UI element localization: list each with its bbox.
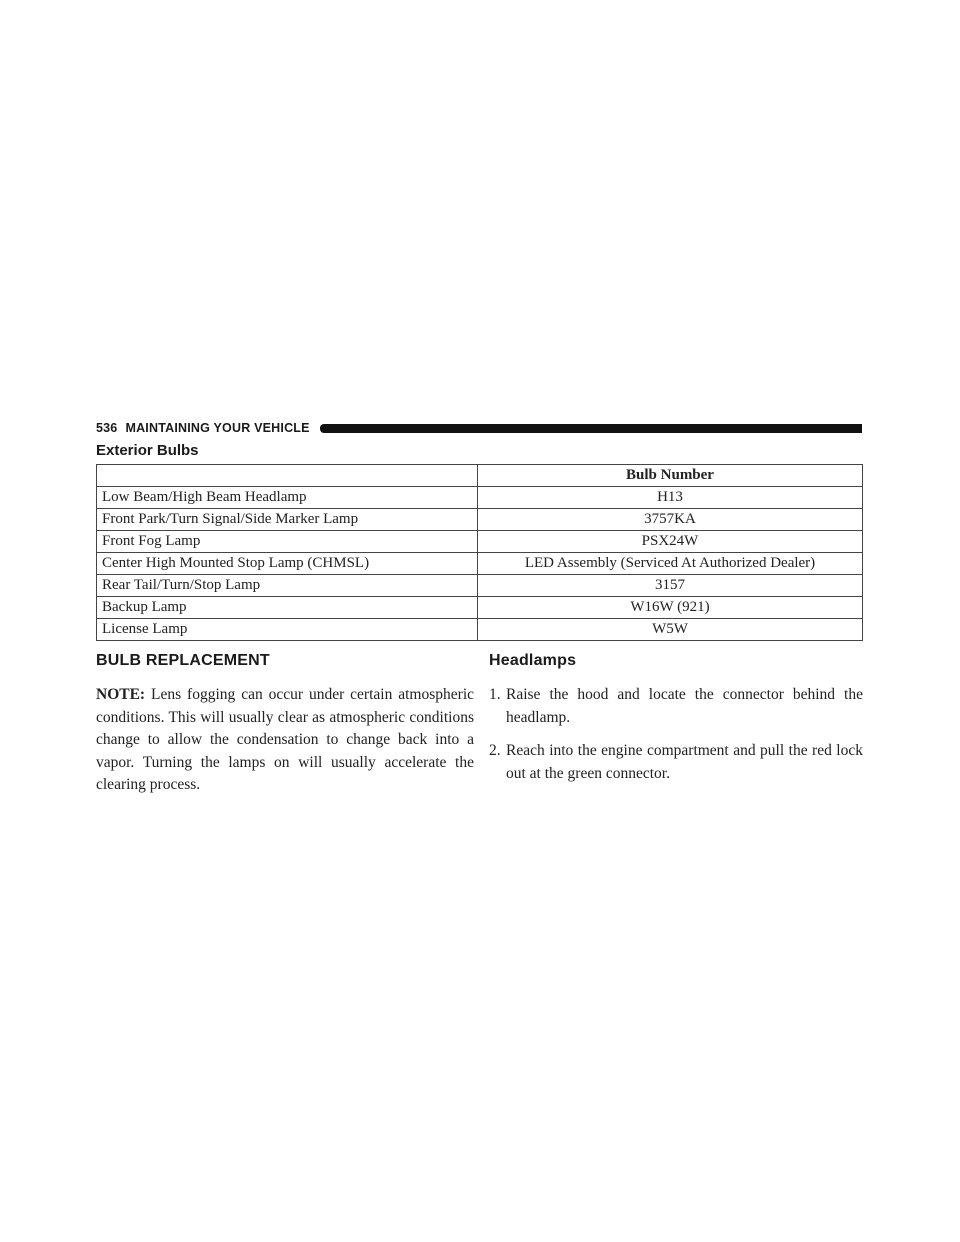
lamp-name: Front Fog Lamp xyxy=(97,531,478,553)
lamp-name: License Lamp xyxy=(97,619,478,641)
note-text: Lens fogging can occur under certain atmospheric conditions. This will usually clear as atmospheric conditions change to allow the condensation to change back into a vapor. Turning the lamps on will usually accelerate the clearing process. xyxy=(96,686,474,793)
table-header-bulb-number: Bulb Number xyxy=(478,465,863,487)
bulb-number: LED Assembly (Serviced At Authorized Dealer) xyxy=(478,553,863,575)
step-number: 2. xyxy=(489,742,501,759)
page-header xyxy=(96,419,862,437)
lamp-name: Front Park/Turn Signal/Side Marker Lamp xyxy=(97,509,478,531)
step-text: Raise the hood and locate the connector behind the headlamp. xyxy=(506,686,863,726)
step-text: Reach into the engine compartment and pull the red lock out at the green connector. xyxy=(506,742,863,782)
table-title: Exterior Bulbs xyxy=(96,442,199,459)
lamp-name: Backup Lamp xyxy=(97,597,478,619)
header-rule xyxy=(320,424,862,433)
table-row xyxy=(97,575,863,597)
headlamps-heading: Headlamps xyxy=(489,652,577,669)
table-row xyxy=(97,619,863,641)
table-row xyxy=(97,597,863,619)
bulb-number: 3757KA xyxy=(478,509,863,531)
bulb-number: W5W xyxy=(478,619,863,641)
exterior-bulbs-table xyxy=(96,464,863,641)
list-item xyxy=(489,740,863,785)
bulb-replacement-section xyxy=(96,652,474,797)
lamp-name: Rear Tail/Turn/Stop Lamp xyxy=(97,575,478,597)
bulb-number: 3157 xyxy=(478,575,863,597)
lamp-name: Low Beam/High Beam Headlamp xyxy=(97,487,478,509)
table-header-row xyxy=(97,465,863,487)
headlamps-section xyxy=(489,652,863,796)
bulb-replacement-heading: BULB REPLACEMENT xyxy=(96,652,270,669)
bulb-number: PSX24W xyxy=(478,531,863,553)
headlamp-steps xyxy=(489,684,863,785)
note-label: NOTE: xyxy=(96,686,146,703)
section-name: MAINTAINING YOUR VEHICLE xyxy=(125,421,310,435)
bulb-number: H13 xyxy=(478,487,863,509)
table-row xyxy=(97,487,863,509)
step-number: 1. xyxy=(489,686,501,703)
table-header-empty xyxy=(97,465,478,487)
lamp-name: Center High Mounted Stop Lamp (CHMSL) xyxy=(97,553,478,575)
list-item xyxy=(489,684,863,729)
table-row xyxy=(97,509,863,531)
page-number: 536 xyxy=(96,421,118,435)
table-row xyxy=(97,531,863,553)
note-paragraph xyxy=(96,684,474,797)
table-row xyxy=(97,553,863,575)
bulb-number: W16W (921) xyxy=(478,597,863,619)
